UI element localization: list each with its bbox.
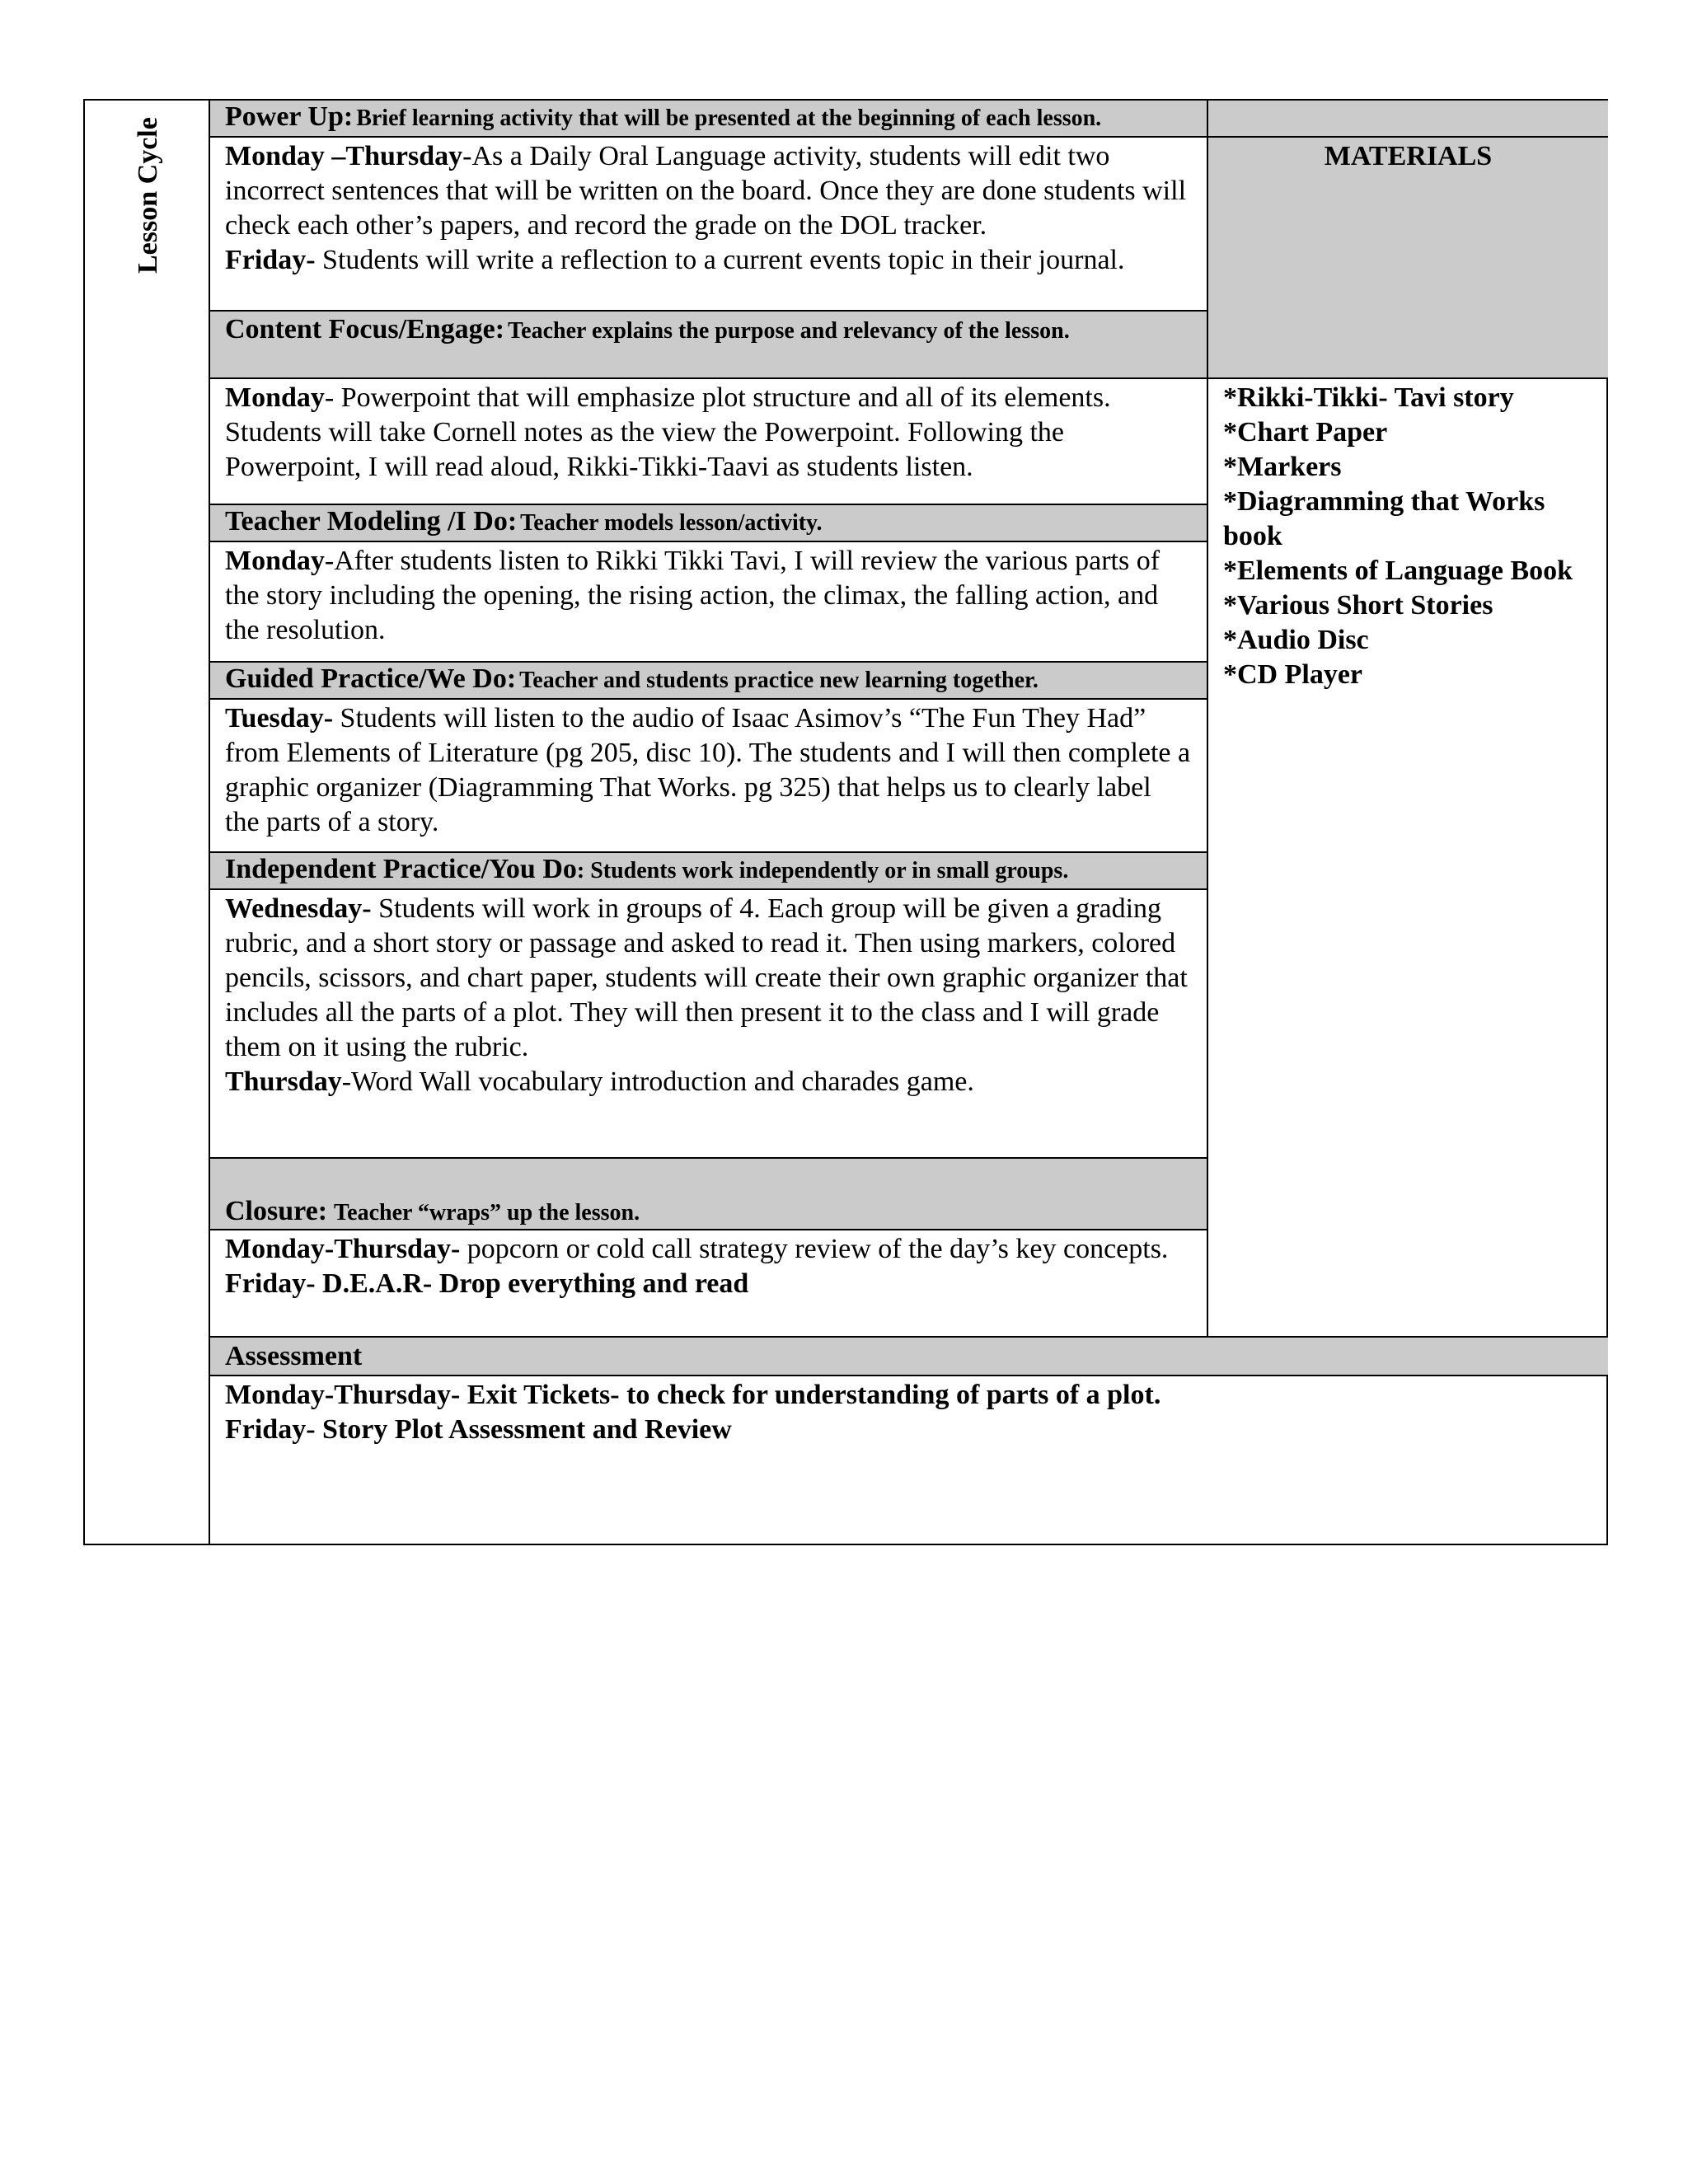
teacher-modeling-title: Teacher Modeling /I Do: bbox=[225, 506, 518, 537]
independent-practice-p1-text: Students will work in groups of 4. Each group will be given a grading rubric, and a short story or passage and asked to read it. Then using markers, colored pencils, scissors, and chart paper, students will create their own graphic organizer that includes all the parts of a plot. They will then present it to the class and I will grade them on it using the rubric. bbox=[225, 893, 1188, 1062]
guided-practice-body bbox=[210, 700, 1207, 853]
power-up-p1-label: Monday –Thursday bbox=[225, 141, 463, 171]
materials-item: *Chart Paper bbox=[1223, 417, 1388, 448]
closure-header bbox=[210, 1159, 1207, 1230]
materials-item: *Markers bbox=[1223, 452, 1342, 482]
teacher-modeling-p1-text: -After students listen to Rikki Tikki Tavi, I will review the various parts of the story including the opening, the rising action, the climax, the falling action, and the resolution. bbox=[225, 546, 1160, 645]
materials-list bbox=[1223, 379, 1593, 692]
power-up-title: Power Up: bbox=[225, 101, 354, 132]
independent-practice-p1-label: Wednesday- bbox=[225, 893, 372, 924]
materials-heading-cell bbox=[1207, 138, 1608, 379]
guided-practice-p1-label: Tuesday- bbox=[225, 703, 334, 733]
teacher-modeling-header bbox=[210, 505, 1207, 542]
content-focus-header bbox=[210, 312, 1207, 379]
guided-practice-p1-text: Students will listen to the audio of Isaac Asimov’s “The Fun They Had” from Elements of Literature (pg 205, disc 10). The students and I will then complete a graphic organizer (Diagramming That Works. pg 325) that helps us to clearly label the parts of a story. bbox=[225, 703, 1191, 837]
closure-title: Closure: bbox=[225, 1196, 328, 1226]
content-focus-p1-label: Monday bbox=[225, 382, 325, 413]
independent-practice-p2-text: -Word Wall vocabulary introduction and charades game. bbox=[341, 1066, 974, 1097]
lesson-plan-table bbox=[83, 99, 1608, 1545]
materials-item: *Audio Disc bbox=[1223, 625, 1369, 655]
assessment-line-2: Friday- Story Plot Assessment and Review bbox=[225, 1414, 732, 1445]
power-up-p2-text: Students will write a reflection to a current events topic in their journal. bbox=[315, 245, 1125, 275]
lesson-cycle-label: Lesson Cycle bbox=[133, 117, 163, 274]
assessment-header bbox=[210, 1338, 1608, 1376]
assessment-body bbox=[210, 1376, 1608, 1544]
closure-body bbox=[210, 1230, 1207, 1338]
assessment-line-1: Monday-Thursday- Exit Tickets- to check for understanding of parts of a plot. bbox=[225, 1380, 1161, 1410]
guided-practice-title: Guided Practice/We Do: bbox=[225, 663, 517, 694]
teacher-modeling-p1-label: Monday bbox=[225, 546, 325, 576]
assessment-title: Assessment bbox=[225, 1341, 363, 1371]
guided-practice-header bbox=[210, 663, 1207, 700]
materials-item: *Various Short Stories bbox=[1223, 590, 1493, 621]
materials-item: *Diagramming that Works book bbox=[1223, 486, 1545, 551]
power-up-body bbox=[210, 138, 1207, 312]
independent-practice-p2-label: Thursday bbox=[225, 1066, 342, 1097]
materials-item: *Elements of Language Book bbox=[1223, 555, 1573, 586]
materials-top-cell bbox=[1207, 101, 1608, 138]
independent-practice-subtitle: : Students work independently or in small groups. bbox=[576, 858, 1069, 883]
lesson-cycle-column bbox=[85, 101, 210, 1544]
materials-item: *CD Player bbox=[1223, 659, 1363, 690]
power-up-header bbox=[210, 101, 1207, 138]
content-focus-subtitle: Teacher explains the purpose and relevancy of the lesson. bbox=[508, 318, 1070, 344]
guided-practice-subtitle: Teacher and students practice new learning together. bbox=[519, 668, 1039, 693]
content-focus-body bbox=[210, 379, 1207, 505]
teacher-modeling-subtitle: Teacher models lesson/activity. bbox=[520, 510, 823, 536]
power-up-p1-text: -As a Daily Oral Language activity, students will edit two incorrect sentences that will be written on the board. Once they are done students will check each other’s papers, and record the grade on the DOL tracker. bbox=[225, 141, 1187, 241]
materials-heading: MATERIALS bbox=[1324, 141, 1493, 171]
closure-p2: Friday- D.E.A.R- Drop everything and read bbox=[225, 1268, 749, 1299]
power-up-subtitle: Brief learning activity that will be presented at the beginning of each lesson. bbox=[356, 105, 1102, 131]
content-focus-p1-text: - Powerpoint that will emphasize plot structure and all of its elements. Students will take Cornell notes as the view the Powerpoint. Following the Powerpoint, I will read aloud, Rikki-Tikki-Taavi as students listen. bbox=[225, 382, 1111, 482]
teacher-modeling-body bbox=[210, 542, 1207, 663]
power-up-p2-label: Friday- bbox=[225, 245, 316, 275]
content-focus-title: Content Focus/Engage: bbox=[225, 314, 505, 344]
materials-item: *Rikki-Tikki- Tavi story bbox=[1223, 382, 1514, 413]
closure-subtitle: Teacher “wraps” up the lesson. bbox=[334, 1200, 640, 1226]
independent-practice-header bbox=[210, 853, 1207, 890]
closure-p1-text: popcorn or cold call strategy review of the day’s key concepts. bbox=[460, 1234, 1169, 1264]
materials-list-cell bbox=[1207, 379, 1608, 1338]
closure-p1-label: Monday-Thursday- bbox=[225, 1234, 461, 1264]
independent-practice-title: Independent Practice/You Do bbox=[225, 854, 577, 884]
independent-practice-body bbox=[210, 890, 1207, 1159]
